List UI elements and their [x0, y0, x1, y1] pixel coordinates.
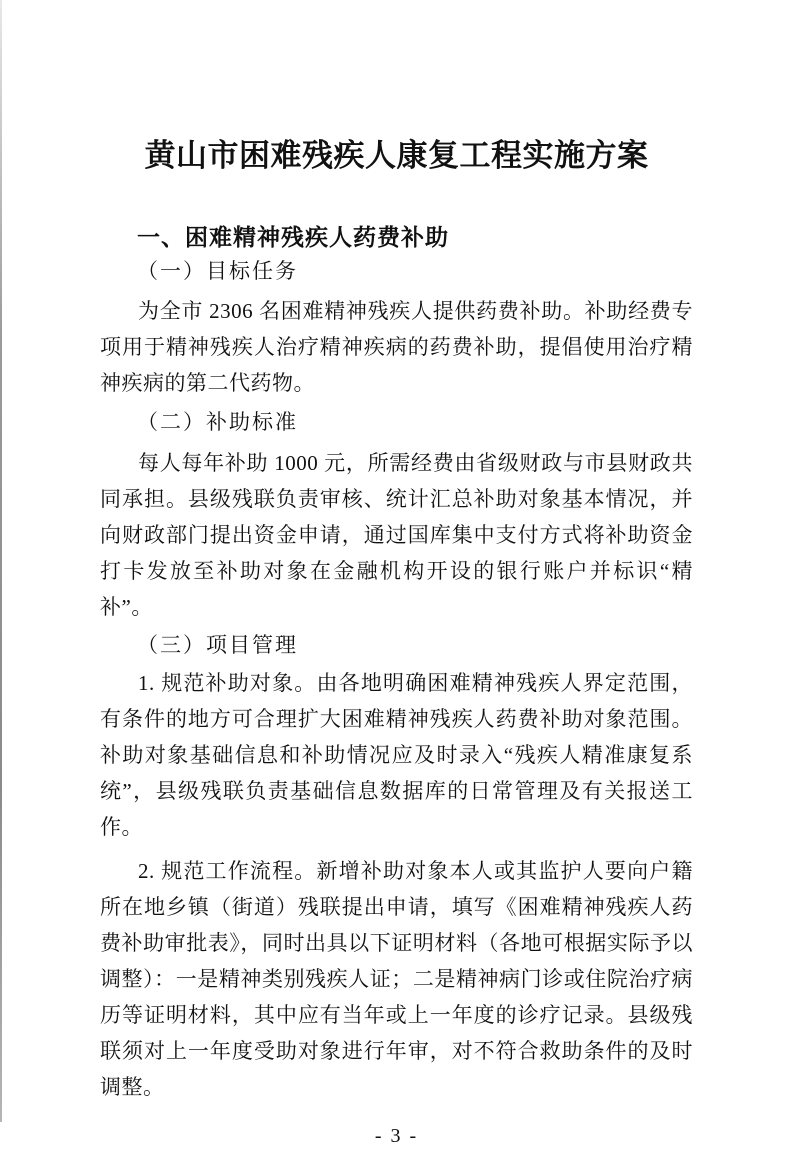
- section-heading-medication-subsidy: 一、困难精神残疾人药费补助: [137, 224, 449, 250]
- paragraph-standardize-recipients: 1. 规范补助对象。由各地明确困难精神残疾人界定范围，有条件的地方可合理扩大困难精神残疾人药费补助对象范围。补助对象基础信息和补助情况应及时录入“残疾人精准康复系统”，县级残联负责基础信息数据库的日常管理及有关报送工作。: [100, 671, 693, 839]
- paragraph-subsidy-standard: 每人每年补助 1000 元，所需经费由省级财政与市县财政共同承担。县级残联负责审核、统计汇总补助对象基本情况，并向财政部门提出资金申请，通过国库集中支付方式将补助资金打卡发放至补助对象在金融机构开设的银行账户并标识“精补”。: [100, 451, 693, 619]
- document-title: 黄山市困难残疾人康复工程实施方案: [144, 138, 649, 173]
- paragraph-standardize-workflow: 2. 规范工作流程。新增补助对象本人或其监护人要向户籍所在地乡镇（街道）残联提出申请，填写《困难精神残疾人药费补助审批表》，同时出具以下证明材料（各地可根据实际予以调整）：一是精神类别残疾人证；二是精神病门诊或住院治疗病历等证明材料，其中应有当年或上一年度的诊疗记录。县级残联须对上一年度受助对象进行年审，对不符合救助条件的及时调整。: [100, 859, 693, 1099]
- scan-edge-line: [0, 0, 2, 1122]
- document-content: [100, 0, 693, 1149]
- page-number: - 3 -: [374, 1125, 419, 1147]
- subheading-objective-tasks: （一）目标任务: [137, 259, 298, 283]
- subheading-project-management: （三）项目管理: [137, 633, 298, 657]
- paragraph-objective-tasks: 为全市 2306 名困难精神残疾人提供药费补助。补助经费专项用于精神残疾人治疗精神疾病的药费补助，提倡使用治疗精神疾病的第二代药物。: [100, 299, 693, 395]
- subheading-subsidy-standard: （二）补助标准: [137, 410, 298, 434]
